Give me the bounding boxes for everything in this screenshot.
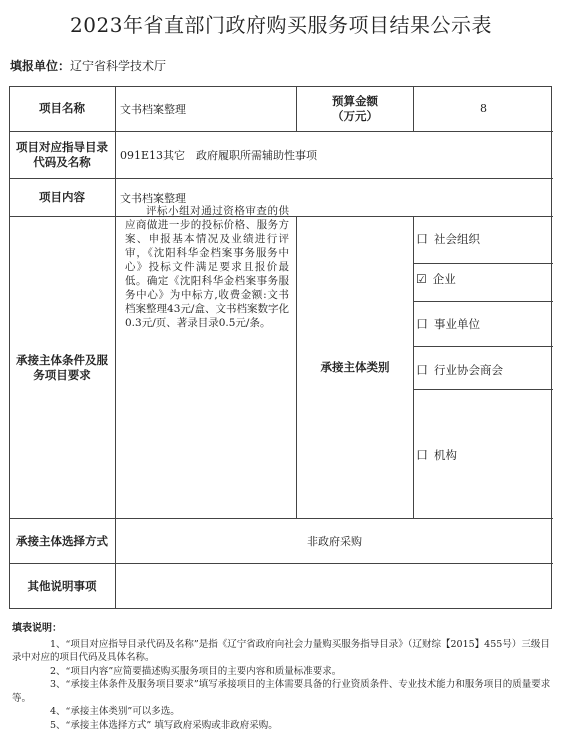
instruction-item: 4、“承接主体类别”可以多选。	[50, 706, 180, 717]
instruction-item: 2、“项目内容”应简要描述购买服务项目的主要内容和质量标准要求。	[50, 665, 342, 677]
content-label: 项目内容	[9, 178, 115, 216]
checkbox-icon: 口	[416, 448, 429, 462]
catalog-code-label: 项目对应指导目录代码及名称	[9, 131, 115, 178]
type-option-label: 社会组织	[434, 231, 481, 246]
type-option-industry-association[interactable]	[416, 361, 503, 378]
type-option-enterprise[interactable]	[416, 271, 456, 287]
other-value	[115, 563, 553, 609]
instruction-item: 3、“承接主体条件及服务项目要求”填写承接项目的主体需要具备的行业资质条件、专业技术能力和服务项目的质量要求等。	[12, 679, 551, 704]
budget-label: 预算金额 （万元）	[296, 86, 413, 131]
selection-value: 非政府采购	[115, 518, 553, 563]
checked-box-icon: ☑	[416, 272, 427, 286]
checkbox-icon: 口	[416, 232, 429, 246]
selection-label: 承接主体选择方式	[9, 518, 115, 563]
project-name-label: 项目名称	[39, 101, 85, 115]
checkbox-icon: 口	[416, 363, 429, 377]
checkbox-icon: 口	[416, 317, 429, 331]
type-option-label: 行业协会商会	[434, 362, 504, 377]
type-option-label: 机构	[434, 447, 458, 462]
type-option-public-institution[interactable]	[416, 315, 480, 332]
budget-value: 8	[413, 86, 553, 131]
filler-unit-label: 填报单位：	[10, 59, 71, 73]
catalog-code-value: 091E13其它 政府履职所需辅助性事项	[115, 131, 553, 178]
filler-unit-value: 辽宁省科学技术厅	[70, 59, 167, 73]
project-name-value: 文书档案整理	[115, 86, 296, 131]
instruction-item: 5、“承接主体选择方式” 填写政府采购或非政府采购。	[50, 719, 278, 731]
type-option-label: 企业	[432, 272, 456, 286]
instructions	[12, 622, 552, 732]
type-option-social-org[interactable]	[416, 230, 480, 247]
page-title: 2023年省直部门政府购买服务项目结果公示表	[70, 13, 492, 37]
filler-unit	[10, 57, 166, 74]
content-value: 文书档案整理	[115, 178, 553, 216]
type-label: 承接主体类别	[296, 216, 413, 518]
instruction-item: 1、“项目对应指导目录代码及名称”是指《辽宁省政府向社会力量购买服务指导目录》（辽财综【2015】455号）三级目录中对应的项目代码及具体名称。	[12, 638, 550, 663]
other-label: 其他说明事项	[9, 563, 115, 609]
requirements-value: 评标小组对通过资格审查的供应商做进一步的投标价格、服务方案、申报基本情况及业绩进行评审，《沈阳科华金档案事务服务中心》投标文件满足要求且报价最低。确定《沈阳科华金档案事务服务中心》为中标方,收费金额:文书档案整理43元/盒、文书档案数字化0.3元/页、著录目录0.5元/条。	[125, 205, 289, 329]
requirements-label: 承接主体条件及服务项目要求	[9, 216, 115, 518]
type-option-label: 事业单位	[434, 316, 481, 331]
type-option-institution[interactable]	[416, 446, 457, 463]
instructions-heading: 填表说明：	[12, 623, 62, 634]
